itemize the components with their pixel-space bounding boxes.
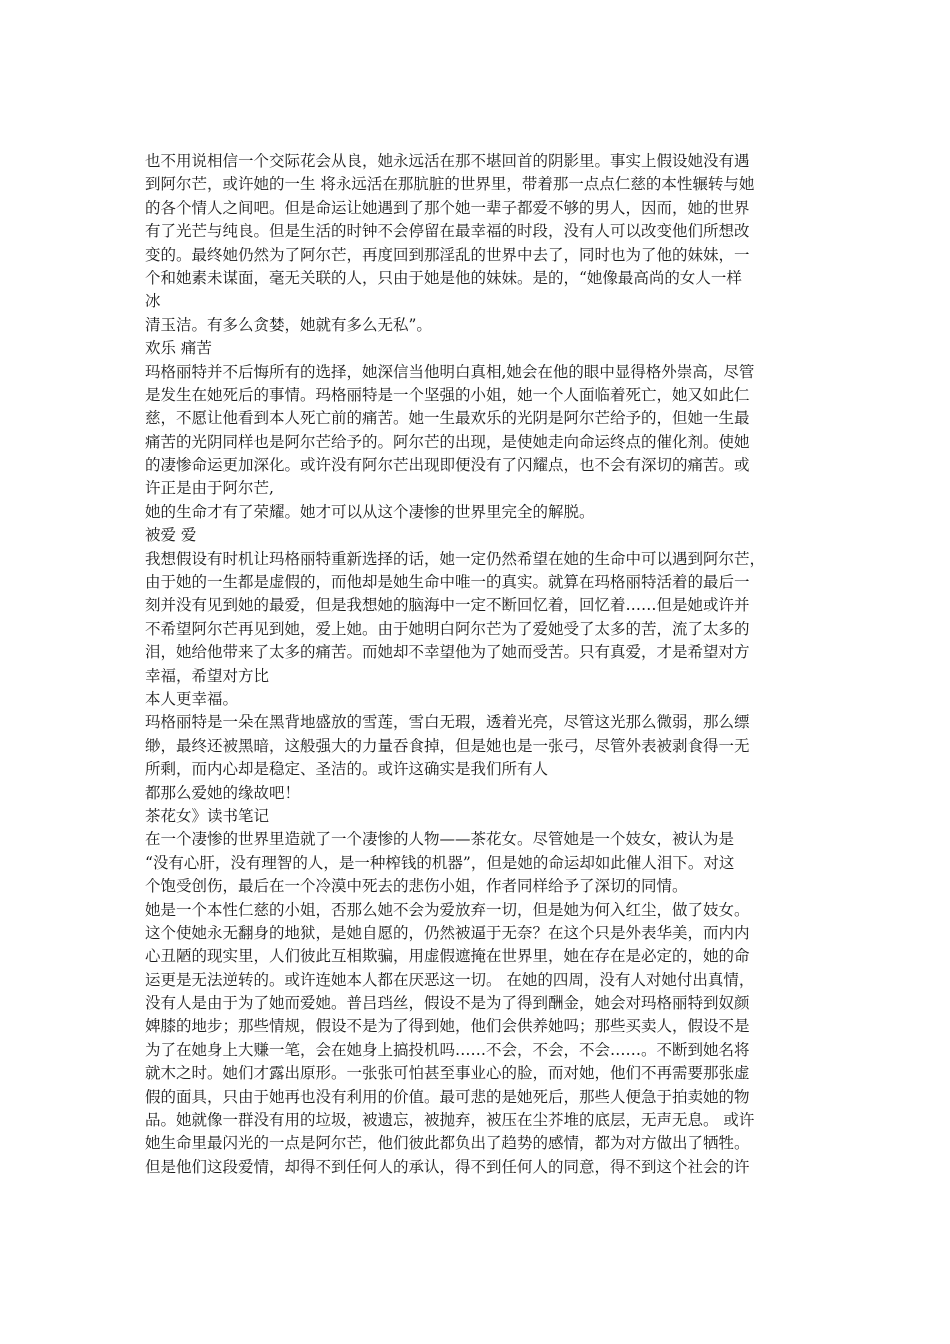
text-line: 慈，不愿让他看到本人死亡前的痛苦。她一生最欢乐的光阴是阿尔芒给予的，但她一生最	[145, 409, 750, 428]
text-line: 为了在她身上大赚一笔，会在她身上搞投机吗……不会，不会，不会……。不断到她名将	[145, 1040, 750, 1059]
text-line: 有了光芒与纯良。但是生活的时钟不会停留在最幸福的时段，没有人可以改变他们所想改	[145, 222, 750, 241]
text-line: 刻并没有见到她的最爱，但是我想她的脑海中一定不断回忆着，回忆着……但是她或许并	[145, 596, 750, 615]
text-line: 这个使她永无翻身的地狱，是她自愿的，仍然被逼于无奈？在这个只是外表华美，而内内	[145, 923, 750, 942]
text-line: 心丑陋的现实里，人们彼此互相欺骗，用虚假遮掩在世界里，她在存在是必定的，她的命	[145, 947, 750, 966]
text-line: 运更是无法逆转的。或许连她本人都在厌恶这一切。 在她的四周，没有人对她付出真情，	[145, 970, 755, 989]
document-body	[145, 150, 810, 1179]
text-line: 玛格丽特并不后悔所有的选择，她深信当他明白真相,她会在他的眼中显得格外崇高，尽管	[145, 362, 755, 381]
text-line: 个饱受创伤，最后在一个冷漠中死去的悲伤小姐，作者同样给予了深切的同情。	[145, 877, 688, 896]
text-line: 幸福，希望对方比	[145, 666, 270, 685]
text-line: 她是一个本性仁慈的小姐，否那么她不会为爱放弃一切，但是她为何入红尘，做了妓女。	[145, 900, 750, 919]
text-line: 清玉洁。有多么贪婪，她就有多么无私”。	[145, 315, 432, 334]
text-line: 的各个情人之间吧。但是命运让她遇到了那个她一辈子都爱不够的男人，因而，她的世界	[145, 198, 750, 217]
text-line: 变的。最终她仍然为了阿尔芒，再度回到那淫乱的世界中去了，同时也为了他的妹妹，一	[145, 245, 750, 264]
text-line: 缈，最终还被黑暗，这般强大的力量吞食掉，但是她也是一张弓，尽管外表被剥食得一无	[145, 736, 750, 755]
text-line: 没有人是由于为了她而爱她。普吕珰丝，假设不是为了得到酬金，她会对玛格丽特到奴颜	[145, 994, 750, 1013]
text-line: “没有心肝，没有理智的人，是一种榨钱的机器”，但是她的命运却如此催人泪下。对这	[145, 853, 735, 872]
text-line: 泪，她给他带来了太多的痛苦。而她却不幸望他为了她而受苦。只有真爱，才是希望对方	[145, 643, 750, 662]
text-line: 我想假设有时机让玛格丽特重新选择的话，她一定仍然希望在她的生命中可以遇到阿尔芒，	[145, 549, 766, 568]
text-line: 是发生在她死后的事情。玛格丽特是一个坚强的小姐，她一个人面临着死亡，她又如此仁	[145, 385, 750, 404]
text-line: 茶花女》读书笔记	[145, 806, 270, 825]
text-line: 她的生命才有了荣耀。她才可以从这个凄惨的世界里完全的解脱。	[145, 502, 595, 521]
text-line: 痛苦的光阴同样也是阿尔芒给予的。阿尔芒的出现，是使她走向命运终点的催化剂。使她	[145, 432, 750, 451]
text-line: 的凄惨命运更加深化。或许没有阿尔芒出现即便没有了闪耀点，也不会有深切的痛苦。或	[145, 456, 750, 475]
text-line: 个和她素未谋面，毫无关联的人，只由于她是他的妹妹。是的，“她像最高尚的女人一样	[145, 268, 742, 287]
text-line: 都那么爱她的缘故吧！	[145, 783, 301, 802]
text-line: 被爱 爱	[145, 526, 197, 545]
text-line: 不希望阿尔芒再见到她，爱上她。由于她明白阿尔芒为了爱她受了太多的苦，流了太多的	[145, 619, 750, 638]
text-line: 冰	[145, 292, 161, 311]
text-line: 婢膝的地步；那些情规，假设不是为了得到她，他们会供养她吗；那些买卖人，假设不是	[145, 1017, 750, 1036]
text-line: 她生命里最闪光的一点是阿尔芒，他们彼此都负出了趋势的感情，都为对方做出了牺牲。	[145, 1134, 750, 1153]
text-line: 品。她就像一群没有用的垃圾，被遗忘，被抛弃，被压在尘芥堆的底层，无声无息。 或许	[145, 1111, 755, 1130]
text-line: 本人更幸福。	[145, 689, 239, 708]
text-line: 就木之时。她们才露出原形。一张张可怕甚至事业心的脸，而对她，他们不再需要那张虚	[145, 1064, 750, 1083]
text-line: 在一个凄惨的世界里造就了一个凄惨的人物——茶花女。尽管她是一个妓女，被认为是	[145, 830, 735, 849]
text-line: 到阿尔芒，或许她的一生 将永远活在那肮脏的世界里，带着那一点点仁慈的本性辗转与她	[145, 175, 755, 194]
text-line: 由于她的一生都是虚假的，而他却是她生命中唯一的真实。就算在玛格丽特活着的最后一	[145, 573, 750, 592]
text-line: 许正是由于阿尔芒,	[145, 479, 274, 498]
text-line: 但是他们这段爱情，却得不到任何人的承认，得不到任何人的同意，得不到这个社会的许	[145, 1157, 750, 1176]
text-line: 假的面具，只由于她再也没有利用的价值。最可悲的是她死后，那些人便急于拍卖她的物	[145, 1087, 750, 1106]
text-line: 欢乐 痛苦	[145, 339, 212, 358]
text-line: 所剩，而内心却是稳定、圣洁的。或许这确实是我们所有人	[145, 760, 549, 779]
text-line: 也不用说相信一个交际花会从良，她永远活在那不堪回首的阴影里。事实上假设她没有遇	[145, 152, 750, 170]
text-line: 玛格丽特是一朵在黑背地盛放的雪莲，雪白无瑕，透着光亮，尽管这光那么微弱，那么缥	[145, 713, 750, 732]
